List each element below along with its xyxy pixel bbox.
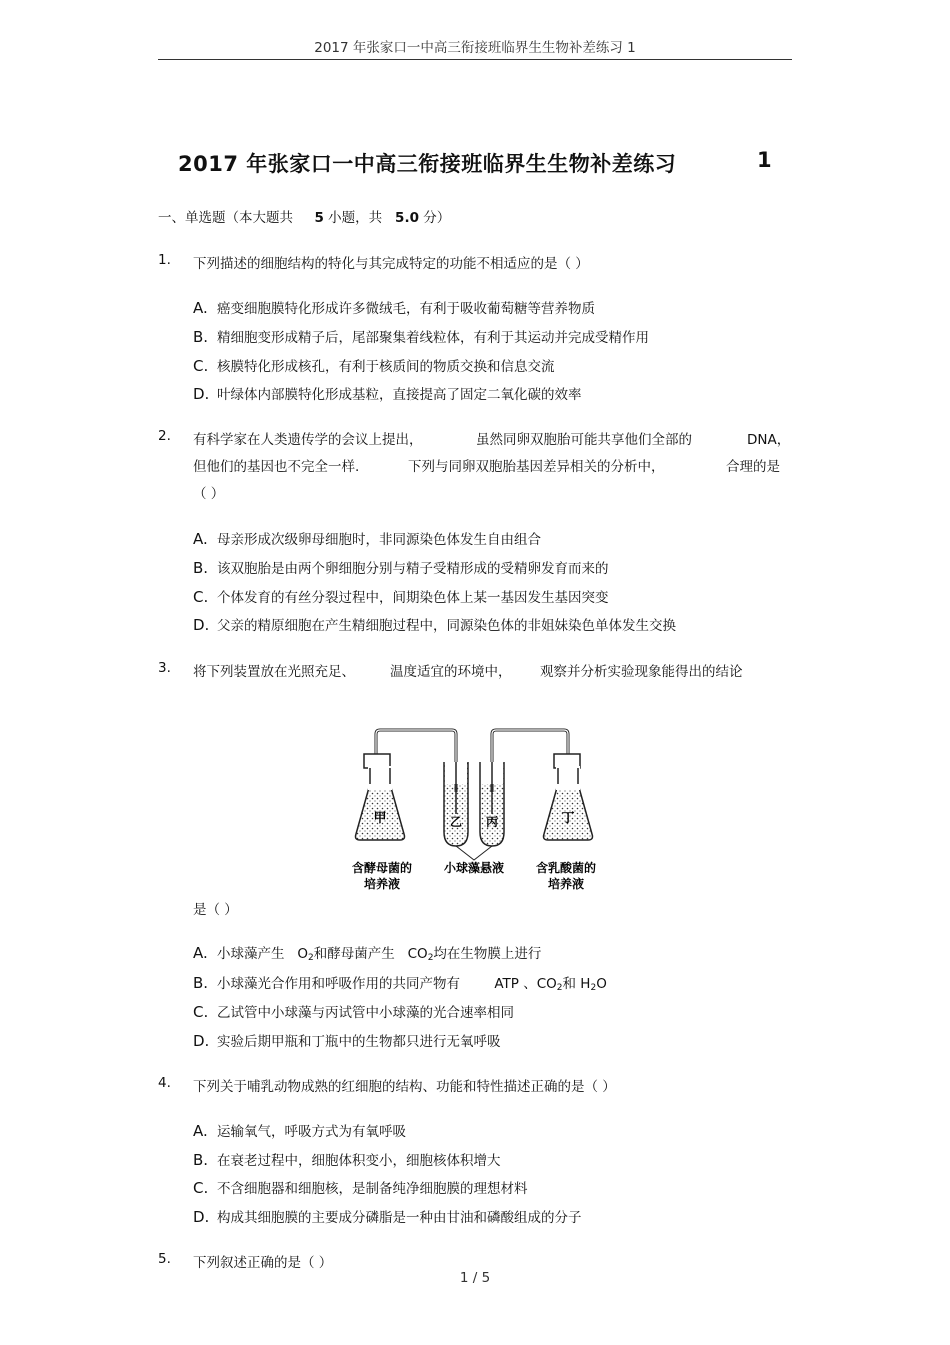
option-text: 叶绿体内部膜特化形成基粒，直接提高了固定二氧化碳的效率 (217, 387, 582, 403)
option-text: 小球藻产生 (217, 946, 285, 962)
option-text: 该双胞胎是由两个卵细胞分别与精子受精形成的受精卵发育而来的 (217, 561, 609, 577)
option-letter: A. (193, 299, 208, 317)
question-3-stem-end: 是（ ） (193, 902, 238, 918)
question-4-option-b (193, 1149, 501, 1169)
section-prefix: 一、单选题（本大题共 (158, 210, 293, 226)
option-text: 运输氧气，呼吸方式为有氧呼吸 (217, 1124, 406, 1140)
and-h-formula: 和 H (562, 976, 591, 992)
option-text: 实验后期甲瓶和丁瓶中的生物都只进行无氧呼吸 (217, 1034, 501, 1050)
question-4-option-c (193, 1177, 528, 1197)
question-3-option-a (193, 942, 541, 963)
question-3-line1-b: 温度适宜的环境中， (390, 664, 512, 680)
option-letter: C. (193, 357, 209, 375)
caption-right-1: 含乳酸菌的 (535, 861, 597, 875)
option-letter: D. (193, 385, 210, 403)
option-letter: D. (193, 616, 210, 634)
flask-ding (544, 754, 593, 840)
section-heading (158, 206, 450, 226)
caption-right-2: 培养液 (547, 877, 585, 891)
question-3-line1-c: 观察并分析实验现象能得出的结论 (540, 664, 743, 680)
question-2-line2-a: 但他们的基因也不完全一样. (193, 459, 360, 475)
section-count: 5 (314, 210, 324, 226)
option-text: 均在生物膜上进行 (433, 946, 542, 962)
option-text: 小球藻光合作用和呼吸作用的共同产物有 (217, 976, 460, 992)
document-title-number: 1 (757, 148, 772, 172)
option-text: 精细胞变形成精子后，尾部聚集着线粒体，有利于其运动并完成受精作用 (217, 330, 649, 346)
flask-jia (356, 754, 405, 840)
option-letter: A. (193, 1122, 208, 1140)
o2-sub: 2 (308, 953, 314, 963)
question-2-line3: （ ） (193, 486, 225, 502)
option-text: 构成其细胞膜的主要成分磷脂是一种由甘油和磷酸组成的分子 (217, 1210, 582, 1226)
document-title: 2017 年张家口一中高三衔接班临界生生物补差练习 (178, 152, 677, 176)
o2-formula: O (297, 946, 309, 962)
option-letter: A. (193, 944, 208, 962)
option-letter: A. (193, 530, 208, 548)
option-text: 母亲形成次级卵母细胞时，非同源染色体发生自由组合 (217, 532, 541, 548)
question-1-option-b (193, 326, 649, 346)
option-letter: B. (193, 559, 209, 577)
page-number: 1 / 5 (459, 1270, 491, 1286)
option-letter: B. (193, 328, 209, 346)
question-5-number: 5. (158, 1251, 171, 1267)
option-text: 癌变细胞膜特化形成许多微绒毛，有利于吸收葡萄糖等营养物质 (217, 301, 595, 317)
header-rule (158, 59, 792, 60)
question-2-line2-b: 下列与同卵双胞胎基因差异相关的分析中， (408, 459, 665, 475)
question-4-text: 下列关于哺乳动物成熟的红细胞的结构、功能和特性描述正确的是（ ） (193, 1079, 616, 1095)
caption-mid: 小球藻悬液 (443, 861, 505, 875)
section-score: 5.0 (395, 210, 419, 226)
apparatus-figure (346, 722, 608, 898)
label-ding: 丁 (561, 811, 575, 826)
option-letter: C. (193, 1179, 209, 1197)
question-2-option-c (193, 586, 609, 606)
option-text: 和酵母菌产生 (313, 946, 395, 962)
co2-sub: 2 (427, 953, 434, 963)
caption-left-1: 含酵母菌的 (351, 861, 413, 875)
question-3-line1-a: 将下列装置放在光照充足、 (193, 664, 355, 680)
question-2-number: 2. (158, 428, 171, 444)
option-text: 核膜特化形成核孔，有利于核质间的物质交换和信息交流 (217, 359, 555, 375)
co2-formula: CO (407, 946, 428, 962)
option-letter: D. (193, 1208, 210, 1226)
label-jia: 甲 (373, 811, 387, 826)
question-4-option-a (193, 1120, 406, 1140)
option-text: 乙试管中小球藻与丙试管中小球藻的光合速率相同 (217, 1005, 514, 1021)
caption-pointer (456, 846, 492, 860)
section-suffix: 分） (423, 210, 451, 226)
question-5-text: 下列叙述正确的是（ ） (193, 1255, 333, 1271)
question-1-number: 1. (158, 252, 171, 268)
question-2-option-b (193, 557, 609, 577)
question-2-option-a (193, 528, 541, 548)
apparatus-diagram (346, 722, 608, 898)
question-3-option-b (193, 972, 607, 993)
test-tube-yi (444, 762, 468, 846)
question-2-line1-b: 虽然同卵双胞胎可能共享他们全部的 (476, 432, 692, 448)
test-tube-bing (480, 762, 504, 846)
h2-sub: 2 (590, 983, 597, 993)
option-letter: D. (193, 1032, 210, 1050)
question-1-option-d (193, 383, 582, 403)
label-yi: 乙 (449, 815, 463, 829)
option-letter: C. (193, 588, 209, 606)
question-1-option-c (193, 355, 555, 375)
question-3-option-d (193, 1030, 501, 1050)
question-4-option-d (193, 1206, 582, 1226)
question-2-line1-a: 有科学家在人类遗传学的会议上提出， (193, 432, 423, 448)
option-text: 个体发育的有丝分裂过程中，间期染色体上某一基因发生基因突变 (217, 590, 609, 606)
question-3-number: 3. (158, 660, 171, 676)
option-text: 父亲的精原细胞在产生精细胞过程中，同源染色体的非姐妹染色单体发生交换 (217, 618, 676, 634)
question-2-line1-c: DNA， (747, 432, 791, 448)
option-text: 不含细胞器和细胞核，是制备纯净细胞膜的理想材料 (217, 1181, 528, 1197)
question-1-option-a (193, 297, 595, 317)
label-bing: 丙 (485, 815, 499, 829)
running-header: 2017 年张家口一中高三衔接班临界生生物补差练习 1 (314, 40, 636, 56)
question-2-line2-c: 合理的是 (726, 459, 780, 475)
question-2-option-d (193, 614, 676, 634)
atp-formula: ATP 、CO (494, 976, 557, 992)
option-text: 在衰老过程中，细胞体积变小，细胞核体积增大 (217, 1153, 501, 1169)
caption-left-2: 培养液 (363, 877, 401, 891)
option-letter: B. (193, 974, 209, 992)
option-letter: C. (193, 1003, 209, 1021)
question-4-number: 4. (158, 1075, 171, 1091)
question-3-option-c (193, 1001, 514, 1021)
option-letter: B. (193, 1151, 209, 1169)
section-mid: 小题，共 (328, 210, 383, 226)
co2-sub: 2 (556, 983, 563, 993)
question-1-text: 下列描述的细胞结构的特化与其完成特定的功能不相适应的是（ ） (193, 256, 589, 272)
o-formula: O (596, 976, 607, 992)
